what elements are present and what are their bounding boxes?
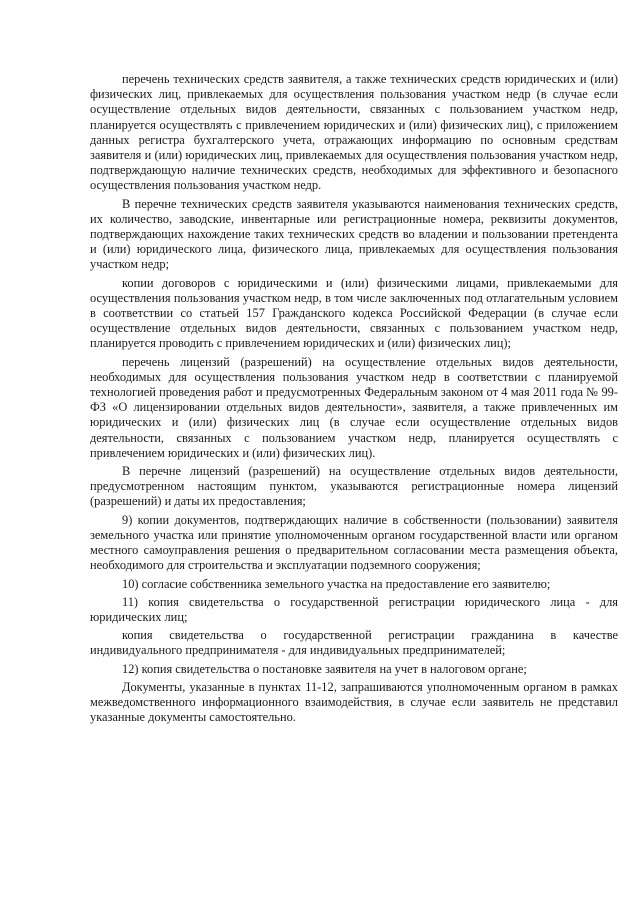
paragraph-item-9: 9) копии документов, подтверждающих наличие в собственности (пользовании) заявителя земельного участка или принятие уполномоченным органом государственной власти или органом местного самоуправления решения о предварительном согласовании места размещения объекта, необходимого для строительства и эксплуатации подземного сооружения; xyxy=(90,512,618,573)
paragraph-item-10: 10) согласие собственника земельного участка на предоставление его заявителю; xyxy=(122,576,551,591)
paragraph-item-11: 11) копия свидетельства о государственной регистрации юридического лица - для юридических лиц; xyxy=(90,594,618,624)
paragraph-technical-means-list: перечень технических средств заявителя, а также технических средств юридических и (или) физических лиц, привлекаемых для осуществления пользования участком недр (в случае если осуществление отдельных видов деятельности, связанных с пользованием участком недр, планируется осуществлять с привлечением юридических и (или) физических лиц), с приложением данных регистра бухгалтерского учета, отражающих информацию по основным средствам заявителя и (или) юридических лиц, привлекаемых для осуществления пользования участком недр, подтверждающую наличие технических средств, необходимых для эффективного и безопасного осуществления пользования участком недр. xyxy=(90,72,618,193)
paragraph-interdepartmental-request: Документы, указанные в пунктах 11-12, запрашиваются уполномоченным органом в рамках межведомственного информационного взаимодействия, в случае если заявитель не представил указанные документы самостоятельно. xyxy=(90,679,618,725)
paragraph-item-12: 12) копия свидетельства о постановке заявителя на учет в налоговом органе; xyxy=(122,661,527,676)
paragraph-licenses-details: В перечне лицензий (разрешений) на осуществление отдельных видов деятельности, предусмотренном настоящим пунктом, указываются регистрационные номера лицензий (разрешений) и даты их предоставления; xyxy=(90,464,618,509)
paragraph-contract-copies: копии договоров с юридическими и (или) физическими лицами, привлекаемыми для осуществления пользования участком недр, в том числе заключенных под отлагательным условием в соответствии со статьей 157 Гражданского кодекса Российской Федерации (в случае если осуществление отдельных видов деятельности, связанных с пользованием участком недр, планируется проводить с привлечением юридических и (или) физических лиц); xyxy=(90,275,618,351)
paragraph-technical-means-details: В перечне технических средств заявителя указываются наименования технических средств, их количество, заводские, инвентарные или регистрационные номера, реквизиты документов, подтверждающих нахождение таких технических средств во владении и пользовании претендента и (или) юридического лица, физического лица, привлекаемых для осуществления пользования участком недр; xyxy=(90,196,618,272)
paragraph-item-11-individual: копия свидетельства о государственной регистрации гражданина в качестве индивидуального предпринимателя - для индивидуальных предпринимателей; xyxy=(90,628,618,658)
document-body xyxy=(90,72,618,728)
paragraph-licenses-list: перечень лицензий (разрешений) на осуществление отдельных видов деятельности, необходимых для осуществления пользования участком недр в соответствии с планируемой технологией проведения работ и предусмотренных Федеральным законом от 4 мая 2011 года № 99-ФЗ «О лицензировании отдельных видов деятельности», заявителя, а также привлеченных им юридических и (или) физических лиц (в случае если осуществление отдельных видов деятельности, связанных с пользованием участком недр, планируется осуществлять с привлечением юридических и (или) физических лиц). xyxy=(90,354,618,460)
